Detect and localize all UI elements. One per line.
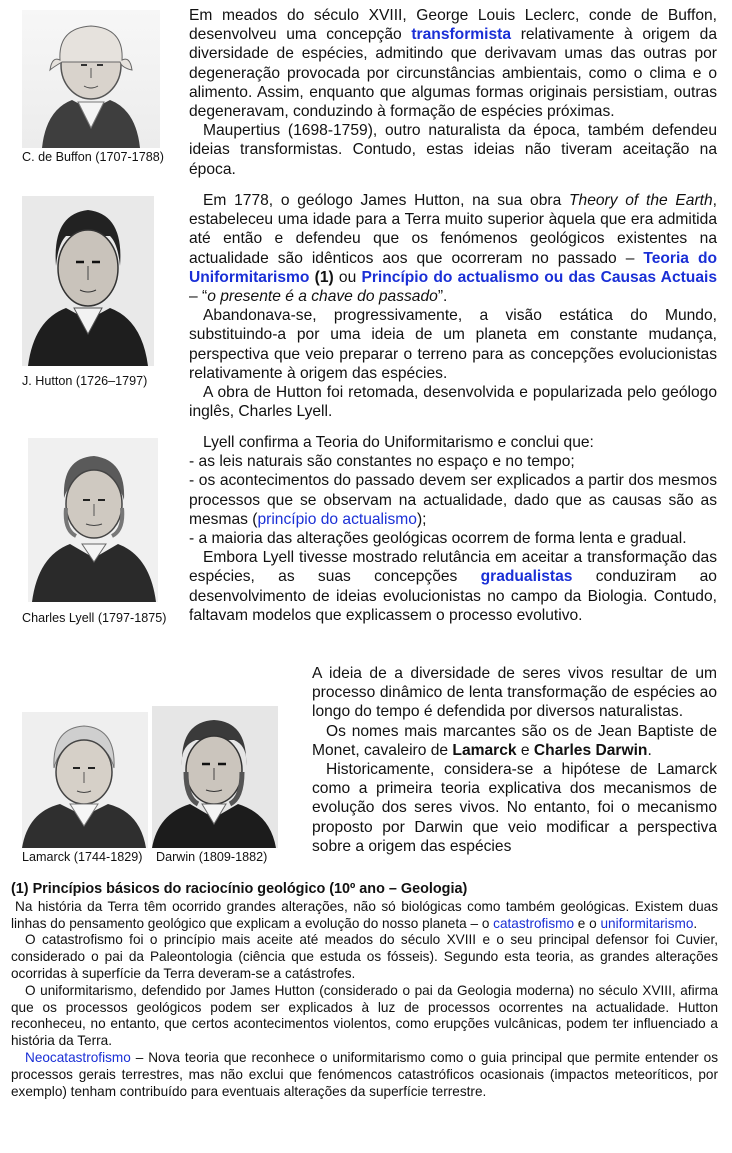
hutton-portrait-image <box>22 196 154 366</box>
hutton-quote: o presente é a chave do passado <box>207 288 438 306</box>
footnote-paragraph-1: Na história da Terra têm ocorrido grandes alterações, não só biológicas como também geológicas. Existem duas linhas do pensamento geológico que explicam a evolução do nosso planeta – o catastrofismo e o uniformitarismo. <box>11 898 718 931</box>
darwin-portrait-image <box>152 706 278 848</box>
term-uniformitarismo: uniformitarismo <box>600 915 694 931</box>
footnote-title: (1) Princípios básicos do raciocínio geológico (10º ano – Geologia) <box>11 881 468 897</box>
highlight-transformista: transformista <box>411 26 512 44</box>
buffon-paragraph: Em meados do século XVIII, George Louis Leclerc, conde de Buffon, desenvolveu uma concepção transformista relativamente à origem da diversidade de espécies, admitindo que derivavam umas das outras por degeneração provocada por circunstâncias ambientais, como o clima e o alimento. Assim, enquanto que algumas formas originais persistiam, outras degeneravam, conduzindo à formação de espécies próximas. <box>189 7 718 121</box>
highlight-actualismo: Princípio do actualismo ou das Causas Actuais <box>361 268 718 286</box>
lyell-gradualism-paragraph: Embora Lyell tivesse mostrado relutância em aceitar a transformação das espécies, as suas concepções gradualistas conduziram ao desenvolvimento de ideias evolucionistas no campo da Biologia. Contudo, faltavam modelos que explicassem o processo evolutivo. <box>189 549 717 624</box>
highlight-uniformitarismo: Teoria do Uniformitarismo <box>189 249 717 286</box>
lyell-list-item-2: - os acontecimentos do passado devem ser explicados a partir dos mesmos processos que se observam na actualidade, dado que as causas são as mesmas (princípio do actualismo); <box>189 472 717 528</box>
highlight-gradualistas: gradualistas <box>480 568 573 586</box>
static-world-paragraph: Abandonava-se, progressivamente, a visão estática do Mundo, substituindo-a por uma ideia de um planeta em constante mudança, perspectiva que veio preparar o terreno para as concepções evolucionistas relativamente à origem das espécies. <box>189 307 717 382</box>
lyell-portrait-image <box>28 438 158 602</box>
lyell-list-item-3: - a maioria das alterações geológicas ocorrem de forma lenta e gradual. <box>189 530 687 548</box>
darwin-caption: Darwin (1809-1882) <box>156 850 268 864</box>
book-title: Theory of the Earth <box>569 192 713 209</box>
section-lamarck-darwin-text <box>312 664 717 870</box>
hutton-portrait <box>22 196 154 366</box>
hutton-paragraph: Em 1778, o geólogo James Hutton, na sua obra Theory of the Earth, estabeleceu uma idade para a Terra muito superior àquela que era admitida até então e defendeu que os fenómenos geológicos existentes na actualidade são idênticos aos que ocorreram no passado – Teoria do Uniformitarismo (1) ou Princípio do actualismo ou das Causas Actuais – “o presente é a chave do passado”. <box>189 192 718 306</box>
diversity-paragraph: A ideia de a diversidade de seres vivos resultar de um processo dinâmico de lenta transformação de espécies ao longo do tempo é defendida por diversos naturalistas. <box>312 665 717 721</box>
lyell-caption: Charles Lyell (1797-1875) <box>22 611 167 625</box>
hutton-caption: J. Hutton (1726–1797) <box>22 374 148 388</box>
section-buffon-text <box>189 6 717 179</box>
buffon-caption: C. de Buffon (1707-1788) <box>22 150 164 164</box>
footnote-paragraph-4: Neocatastrofismo – Nova teoria que reconhece o uniformitarismo como o guia principal que permite entender os processos gerais terrestres, mas não exclui que fenómencos catastróficos ocasionais (impactos meteoríticos, por exemplo) tenham contribuído para eventuais alterações da superfície terrestre. <box>11 1049 718 1099</box>
lyell-list-item-1: - as leis naturais são constantes no espaço e no tempo; <box>189 453 575 471</box>
name-darwin: Charles Darwin <box>533 741 648 759</box>
link-principio-actualismo: princípio do actualismo <box>257 510 417 528</box>
lyell-intro-paragraph: A obra de Hutton foi retomada, desenvolvida e popularizada pelo geólogo inglês, Charles Lyell. <box>189 384 717 421</box>
footnote-section <box>11 881 718 1100</box>
buffon-portrait <box>22 10 160 148</box>
footnote-ref: (1) <box>309 268 334 286</box>
darwin-portrait <box>152 706 278 848</box>
buffon-portrait-image <box>22 10 160 148</box>
history-paragraph: Historicamente, considera-se a hipótese de Lamarck como a primeira teoria explicativa dos mecanismos de evolução dos seres vivos. No entanto, foi o mecanismo proposto por Darwin que veio modificar a perspectiva sobre a origem das espécies <box>312 761 717 855</box>
term-neocatastrofismo: Neocatastrofismo <box>25 1049 131 1065</box>
lamarck-portrait <box>22 712 148 848</box>
term-catastrofismo: catastrofismo <box>493 915 575 931</box>
footnote-paragraph-3: O uniformitarismo, defendido por James Hutton (considerado o pai da Geologia moderna) no século XVIII, afirma que os processos geológicos podem ser explicados à luz de processos ocorrentes na actualidade. Hutton reconheceu, no entanto, que certos acontecimentos violentos, como erupções vulcânicas, podem ter influenciado a história da Terra. <box>11 982 718 1049</box>
lamarck-portrait-image <box>22 712 148 848</box>
lyell-portrait <box>28 438 158 602</box>
section-lyell-text <box>189 433 717 625</box>
footnote-paragraph-2: O catastrofismo foi o princípio mais aceite até meados do século XVIII e o seu principal defensor foi Cuvier, considerado o pai da Paleontologia (ciência que estuda os fósseis). Segundo esta teoria, as grandes alterações ocorridas à superfície da Terra deveram-se a catástrofes. <box>11 932 718 981</box>
name-lamarck: Lamarck <box>452 741 517 759</box>
lamarck-caption: Lamarck (1744-1829) <box>22 850 143 864</box>
lyell-intro: Lyell confirma a Teoria do Uniformitarismo e conclui que: <box>203 434 594 451</box>
section-hutton-text <box>189 191 717 421</box>
names-paragraph: Os nomes mais marcantes são os de Jean Baptiste de Monet, cavaleiro de Lamarck e Charles Darwin. <box>312 722 717 759</box>
maupertius-paragraph: Maupertius (1698-1759), outro naturalista da época, também defendeu ideias transformistas. Contudo, estas ideias não tiveram aceitação na época. <box>189 122 717 178</box>
